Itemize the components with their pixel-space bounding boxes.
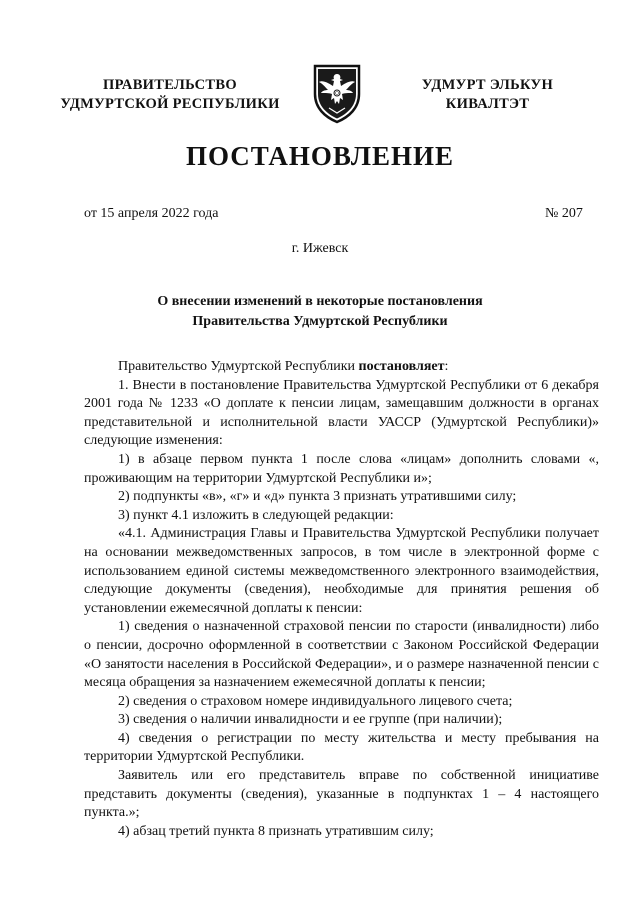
intro-bold-verb: постановляет bbox=[358, 359, 445, 374]
body-paragraph: 4) абзац третий пункта 8 признать утратившим силу; bbox=[118, 823, 434, 839]
body-paragraph: 3) пункт 4.1 изложить в следующей редакции: bbox=[118, 507, 394, 523]
issuer-udmurt-line-2: КИВАЛТЭТ bbox=[445, 96, 530, 112]
document-subject bbox=[0, 292, 640, 332]
document-body bbox=[84, 358, 599, 841]
body-paragraph: «4.1. Администрация Главы и Правительства Удмуртской Республики получает на основании межведомственных запросов, в том числе в электронной форме с использованием единой системы межведомственного электронного взаимодействия, следующие документы (сведения), необходимые для принятия решения об установлении ежемесячной доплаты к пенсии: bbox=[84, 526, 599, 616]
document-title: ПОСТАНОВЛЕНИЕ bbox=[185, 141, 455, 171]
issuer-name-udmurt bbox=[395, 76, 580, 114]
body-paragraph: Заявитель или его представитель вправе по собственной инициативе представить документы (сведения), указанные в подпунктах 1 – 4 настоящего пункта.»; bbox=[84, 768, 599, 821]
body-paragraph: 2) сведения о страховом номере индивидуального лицевого счета; bbox=[118, 693, 513, 709]
body-paragraph: 1) сведения о назначенной страховой пенсии по старости (инвалидности) либо о пенсии, досрочно оформленной в соответствии с Законом Российской Федерации «О занятости населения в Российской Федерации», и о размере назначенной пенсии с месяца обращения за назначением ежемесячной доплаты к пенсии; bbox=[84, 619, 599, 691]
document-date: от 15 апреля 2022 года bbox=[84, 206, 219, 221]
subject-line-1: О внесении изменений в некоторые постановления bbox=[157, 294, 483, 309]
body-intro bbox=[84, 358, 599, 377]
issuer-udmurt-line-1: УДМУРТ ЭЛЬКУН bbox=[421, 77, 554, 93]
body-paragraph: 4) сведения о регистрации по месту жительства и месту пребывания на территории Удмуртской Республики. bbox=[84, 730, 599, 765]
intro-tail: : bbox=[444, 359, 449, 374]
body-paragraph: 1. Внести в постановление Правительства Удмуртской Республики от 6 декабря 2001 года № 1233 «О доплате к пенсии лицам, замещавшим должности в органах представительной и исполнительной власти УАССР (Удмуртской Республики)» следующие изменения: bbox=[84, 377, 599, 449]
body-paragraph: 3) сведения о наличии инвалидности и ее группе (при наличии); bbox=[118, 712, 503, 728]
issuer-line-2: УДМУРТСКОЙ РЕСПУБЛИКИ bbox=[60, 96, 280, 112]
intro-text: Правительство Удмуртской Республики bbox=[118, 359, 359, 374]
udmurt-coat-of-arms-icon bbox=[307, 60, 367, 124]
body-paragraph: 2) подпункты «в», «г» и «д» пункта 3 признать утратившими силу; bbox=[118, 489, 517, 505]
body-paragraph: 1) в абзаце первом пункта 1 после слова «лицам» дополнить словами «, проживающим на территории Удмуртской Республики и»; bbox=[84, 451, 599, 486]
document-city: г. Ижевск bbox=[291, 241, 349, 256]
document-number: № 207 bbox=[545, 206, 583, 221]
issuer-name-russian bbox=[50, 76, 290, 114]
issuer-line-1: ПРАВИТЕЛЬСТВО bbox=[103, 77, 237, 93]
subject-line-2: Правительства Удмуртской Республики bbox=[192, 314, 448, 329]
